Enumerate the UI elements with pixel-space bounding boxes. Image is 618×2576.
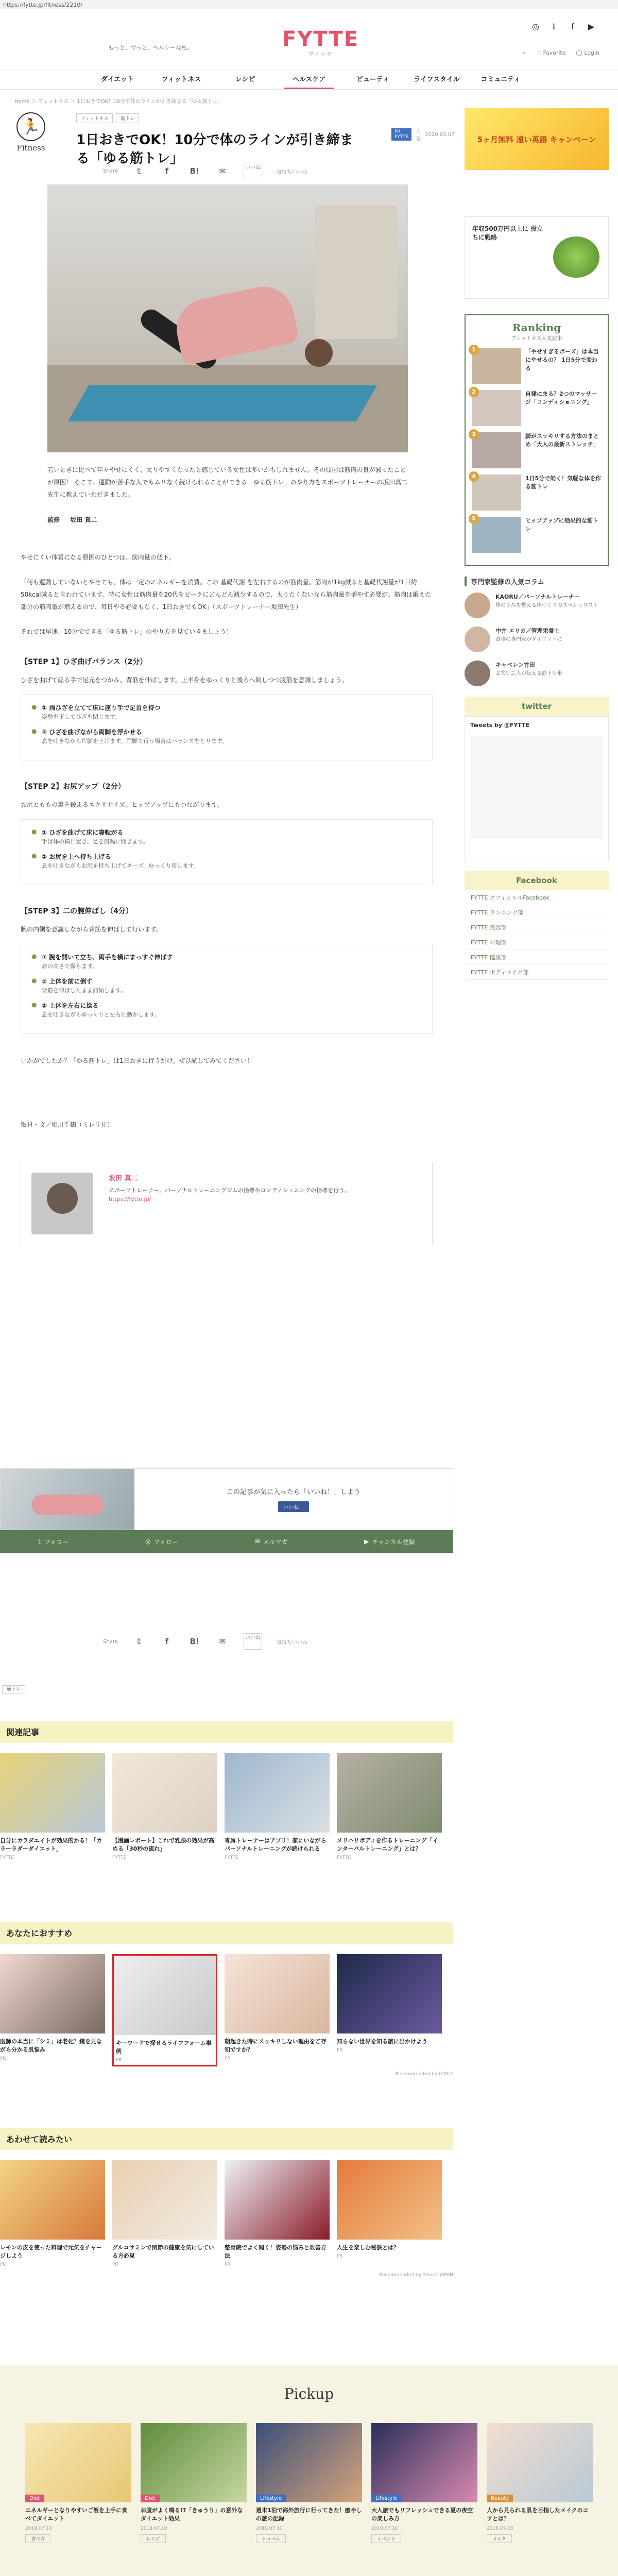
- hatena-share-icon[interactable]: B!: [190, 1637, 199, 1646]
- pickup-card[interactable]: Diet エネルギーとなりやすいご飯を上手に食べてダイエット 2019.07.10 食べ方: [25, 2423, 131, 2543]
- person-body: [171, 281, 300, 366]
- login-link[interactable]: ◯ Login: [576, 49, 599, 56]
- nav-beauty[interactable]: ビューティ: [356, 76, 389, 83]
- step3-list: [21, 944, 433, 1034]
- facebook-link[interactable]: FYTTE 料理部: [465, 935, 609, 950]
- line-share-icon[interactable]: ✉: [219, 166, 226, 176]
- follow-twitter[interactable]: 𝕥 フォロー: [38, 1538, 69, 1546]
- hatena-share-icon[interactable]: B!: [190, 166, 199, 176]
- step2-desc: お尻とももの裏を鍛えるエクササイズ。ヒップアップにもつながります。: [21, 801, 224, 808]
- recommend-card[interactable]: 医師の本当に「シミ」は老化？鏡を見ながら分かる肌悩み PR: [0, 1954, 105, 2066]
- related-card[interactable]: メリハリボディを作るトレーニング「インターバルトレーニング」とは？ FYTTE: [337, 1753, 442, 1860]
- article-tags: [76, 113, 139, 123]
- expert-item[interactable]: 中井 エリカ／管理栄養士 食事の専門家がダイエットに: [465, 626, 609, 652]
- related-card[interactable]: 専属トレーナーはアプリ！家にいながらパーソナルトレーニングが続けられる FYTTE: [225, 1753, 330, 1860]
- youtube-icon: ▶: [364, 1538, 369, 1545]
- also-cards: [0, 2160, 453, 2267]
- facebook-link[interactable]: FYTTE ランニング部: [465, 905, 609, 920]
- facebook-share-icon[interactable]: f: [165, 166, 169, 176]
- step3-desc: 腕の内側を意識しながら背筋を伸ばして行います。: [21, 926, 163, 933]
- author-box: [21, 1162, 433, 1245]
- facebook-link[interactable]: FYTTE オフィシャルFacebook: [465, 890, 609, 905]
- facebook-icon[interactable]: f: [571, 22, 574, 31]
- twitter-icon: 𝕥: [38, 1538, 41, 1545]
- experts-section: [465, 577, 609, 686]
- follow-bar: [0, 1530, 453, 1553]
- article-date: 2020.03.07: [425, 131, 455, 138]
- tag-bottom: [2, 1685, 25, 1692]
- facebook-title: Facebook: [465, 871, 609, 890]
- favorite-link[interactable]: ♡ Favorite: [536, 49, 566, 56]
- outro-text: いかがでしたか？「ゆる筋トレ」は1日おきに行うだけ。ぜひ試してみてください！: [21, 1057, 253, 1064]
- also-title: あわせて読みたい: [0, 2128, 453, 2150]
- search-icon[interactable]: ⌕: [523, 49, 526, 56]
- expert-item[interactable]: キャベレン竹田 お笑い芸人が伝える筋トレ術: [465, 660, 609, 686]
- author-photo: [31, 1173, 93, 1234]
- site-tagline: もっと、ずっと、ヘルシーな私。: [108, 44, 193, 51]
- recommend-card[interactable]: 知らない世界を知る旅に出かけよう PR: [337, 1954, 442, 2066]
- recommend-card[interactable]: キーワードで探せるライフフォーム事例 PR: [112, 1954, 217, 2066]
- pickup-card[interactable]: Beauty 人から見られる肌を目指したメイクのコツとは？ 2019.07.10 メイク: [487, 2423, 593, 2543]
- step3-item: ● ② 上体を前に倒す 背筋を伸ばしたまま前傾します。: [31, 977, 422, 996]
- sidebar: [465, 108, 609, 980]
- line-share-icon[interactable]: ✉: [219, 1637, 226, 1646]
- ranking-title: Ranking: [512, 321, 561, 334]
- author-link[interactable]: https://fytte.jp/: [109, 1196, 151, 1202]
- sidebar-ad-2[interactable]: 年収500万円以上に 役立ちに戦略: [465, 216, 609, 299]
- logo-text: FYTTE: [282, 27, 359, 51]
- like-banner-image: [1, 1469, 134, 1530]
- like-sub: 気持ちいいね: [276, 169, 307, 175]
- tag-fitness[interactable]: フィットネス: [76, 113, 113, 123]
- paragraph-3: それでは早速、10分でできる「ゆる筋トレ」のやり方を見ていきましょう！: [21, 628, 233, 635]
- intro-text: 若いときに比べて年々やせにくく、太りやすくなったと感じている女性は多いかもしれません。その原因は筋肉の量が減ったことが原因！ そこで、運動が苦手な人でもムリなく続けられることができる「ゆる筋トレ」のやり方をスポーツトレーナーの坂田真二先生に教えていただきました。: [47, 466, 408, 498]
- also-card[interactable]: レモンの皮を使った料理で元気をチャージしよう PR: [0, 2160, 105, 2267]
- pickup-card[interactable]: Lifestyle 週末1泊で海外旅行に行ってきた！癒やしの旅の記録 2019.07.10 トラベル: [256, 2423, 362, 2543]
- step1-item: ● ② ひざを曲げながら両脚を浮かせる 息を吐きながら片脚を上げます。両脚で行う場合はバランスをとります。: [31, 727, 422, 747]
- hero-image: [47, 184, 408, 452]
- category-logo: [10, 108, 52, 165]
- twitter-share-icon[interactable]: 𝕥: [137, 1637, 141, 1646]
- like-banner-button[interactable]: いいね！: [278, 1501, 309, 1512]
- main-area: [0, 108, 618, 2576]
- ranking-sub: フィットネス人気記事: [511, 336, 562, 342]
- main-nav: [0, 70, 618, 90]
- follow-instagram[interactable]: ◎ フォロー: [145, 1538, 178, 1546]
- instagram-icon: ◎: [145, 1538, 151, 1545]
- like-banner-text: この記事が気に入ったら「いいね！」しよう: [226, 1488, 360, 1496]
- pickup-card[interactable]: Diet お腹がよく鳴る!?「きゅうり」の意外なダイエット効果 2019.07.10 レシピ: [141, 2423, 247, 2543]
- step2-heading: 【STEP 2】お尻アップ（2分）: [21, 783, 125, 791]
- related-card[interactable]: 【漫画レポート】これで乳腺の効果が高める「30秒の流れ」 FYTTE: [112, 1753, 217, 1860]
- also-card[interactable]: 人生を楽しむ秘訣とは？ PR: [337, 2160, 442, 2267]
- ranking-item[interactable]: 5 ヒップアップに効果的な筋トレ: [472, 517, 602, 553]
- follow-mail[interactable]: ✉ メルマガ: [254, 1538, 288, 1546]
- nav-diet[interactable]: ダイエット: [101, 76, 134, 83]
- recommend-cards: [0, 1954, 453, 2066]
- step1-heading: 【STEP 1】ひざ曲げバランス（2分）: [21, 658, 147, 666]
- also-powered: Recommended by Yahoo! JAPAN: [379, 2273, 453, 2278]
- breadcrumb: Home ＞ フィットネス ＞ 1日おきでOK！10分で体のラインが引き締まる「ゆる筋トレ」: [14, 99, 223, 105]
- also-card[interactable]: グルコサミンで関節の健康を気にしている方必見 PR: [112, 2160, 217, 2267]
- recommend-section: [0, 1922, 453, 2077]
- step2-item: ● ② お尻を上へ持ち上げる 息を吐きながらお尻を持ち上げてキープ、ゆっくり戻します。: [31, 852, 422, 871]
- share-label: Share: [103, 1638, 118, 1645]
- person-head: [305, 339, 333, 367]
- site-header: [0, 9, 618, 70]
- credits: 取材・文／相川千鶴（ミレリ社）: [21, 1121, 114, 1128]
- step3-heading: 【STEP 3】二の腕伸ばし（4分）: [21, 907, 133, 916]
- facebook-share-icon[interactable]: f: [165, 1637, 169, 1646]
- author-name[interactable]: 坂田 真二: [109, 1175, 138, 1182]
- twitter-share-icon[interactable]: 𝕥: [137, 166, 141, 176]
- sidebar-ad[interactable]: 5ヶ月無料 遠い英語 キャンペーン: [465, 108, 609, 170]
- step1-list: [21, 694, 433, 760]
- related-cards: [0, 1753, 453, 1860]
- ranking-item[interactable]: 2 自律にまる？2つのマッサージ「コンディショニング」: [472, 390, 602, 426]
- related-title: 関連記事: [0, 1721, 453, 1743]
- recommend-powered: Recommended by LOGLY: [395, 2072, 453, 2077]
- instagram-icon[interactable]: ◎: [532, 22, 539, 31]
- supervisor-label: 監修: [47, 516, 60, 523]
- paragraph-1: やせにくい体質になる原因のひとつは、筋肉量の低下。: [21, 554, 175, 561]
- supervisor-name[interactable]: 坂田 真二: [70, 516, 97, 523]
- yoga-mat: [68, 385, 377, 421]
- supervisor-row: [47, 515, 97, 524]
- header-links: [523, 49, 599, 57]
- expert-item[interactable]: KAORU／パーソナルトレーナー 体の歪みを整える体づくりのスペシャリスト: [465, 592, 609, 618]
- ranking-item[interactable]: 4 1日5分で効く！気軽な体を作る筋トレ: [472, 474, 602, 511]
- step1-item: ● ① 両ひざを立てて床に座り手で足首を持つ 姿勢を正してひざを閉じます。: [31, 703, 422, 722]
- browser-url: https://fytte.jp/fitness/2210/: [0, 0, 618, 9]
- nav-fitness[interactable]: フィットネス: [161, 76, 201, 83]
- step3-item: ● ① 腕を開いて立ち、両手を横にまっすぐ伸ばす 肩の高さで保ちます。: [31, 953, 422, 972]
- pickup-card[interactable]: Lifestyle 大人旅でもリフレッシュできる夏の夜空の楽しみ方 2019.07.10 イベント: [371, 2423, 477, 2543]
- ranking-box: [465, 314, 609, 566]
- youtube-icon[interactable]: ▶: [588, 22, 595, 31]
- recommend-title: あなたにおすすめ: [0, 1922, 453, 1944]
- twitter-title: twitter: [465, 697, 609, 716]
- category-label: Fitness: [16, 143, 45, 152]
- twitter-widget: [465, 697, 609, 860]
- like-banner: [0, 1468, 453, 1530]
- follow-youtube[interactable]: ▶ チャンネル登録: [364, 1538, 415, 1546]
- article: [7, 108, 455, 1834]
- recommend-card[interactable]: 朝起きた時にスッキリしない理由をご存知ですか？ PR: [225, 1954, 330, 2066]
- mail-icon: ✉: [254, 1538, 260, 1545]
- pickup-cards: [21, 2423, 597, 2543]
- pickup-section: [0, 2365, 618, 2576]
- tag-strength[interactable]: 筋トレ: [116, 113, 139, 123]
- step1-desc: ひざを曲げて座る手で足元をつかみ、背筋を伸ばします。上半身をゆっくりと後ろへ倒しつつ腹筋を意識しましょう。: [21, 676, 348, 684]
- related-card[interactable]: 自分にカラダエイトが効果的かる！「カラーラダーダイエット」 FYTTE: [0, 1753, 105, 1860]
- like-button[interactable]: いいね: [244, 163, 262, 179]
- step3-item: ● ③ 上体を左右に捻る 息を吐きながらゆっくりと左右に動かします。: [31, 1001, 422, 1020]
- share-label: Share: [103, 168, 118, 174]
- also-section: [0, 2128, 453, 2278]
- facebook-widget: [465, 871, 609, 980]
- plant-icon: [553, 236, 599, 278]
- tag-strength-bottom[interactable]: 筋トレ: [2, 1685, 25, 1693]
- facebook-link[interactable]: FYTTE 美容部: [465, 920, 609, 935]
- ranking-item[interactable]: 3 脚がスッキリする方法のまとめ「大人の最新ストレッチ」: [472, 432, 602, 468]
- like-button[interactable]: いいね: [244, 1633, 262, 1650]
- logo-sub: フィッテ: [308, 52, 333, 57]
- pr-badge: PR FYTTE: [391, 128, 411, 141]
- article-meta: [391, 127, 454, 142]
- step2-list: [21, 819, 433, 885]
- social-icons: [529, 21, 597, 33]
- nav-lifestyle[interactable]: ライフスタイル: [414, 76, 460, 83]
- twitter-icon[interactable]: 𝕥: [552, 22, 556, 31]
- facebook-link[interactable]: FYTTE 健康部: [465, 950, 609, 965]
- sofa-shape: [315, 205, 398, 339]
- nav-recipe[interactable]: レシピ: [235, 76, 255, 83]
- paragraph-2: 「何も運動していないとやせても、体は一定のエネルギーを消費。この 基礎代謝 を左右するのが筋肉量。筋肉が1kg減ると基礎代謝量が1日約50kcal減ると言われています。特に女性は筋肉量を20代をピークにどんどん減少するので、太りたくないなら筋肉量を増やす必要が。筋肉は鍛えた部分の筋肉量が増えるので、毎日やる必要もなく、1日おきでもOK」（スポーツトレーナー坂田先生）: [21, 579, 432, 611]
- site-logo[interactable]: [282, 29, 359, 57]
- experts-title: 専門家監修の人気コラム: [465, 577, 609, 586]
- nav-healthcare[interactable]: ヘルスケア: [277, 70, 341, 89]
- twitter-sub[interactable]: Tweets by @FYTTE: [470, 722, 530, 728]
- step2-item: ● ① ひざを曲げて床に寝転がる 手は体の横に置き、足を肩幅に開きます。: [31, 828, 422, 847]
- article-title: 1日おきでOK！10分で体のラインが引き締まる「ゆる筋トレ」: [76, 132, 353, 166]
- like-sub: 気持ちいいね: [276, 1639, 307, 1646]
- nav-community[interactable]: コミュニティ: [480, 76, 521, 83]
- author-desc: スポーツトレーナー。パーソナルトレーニングジムの指導やコンディショニングの指導を行う。: [109, 1187, 351, 1194]
- views-badge: 人気: [416, 129, 421, 142]
- fitness-figure-icon: 🏃: [16, 112, 45, 141]
- article-body: [21, 551, 433, 1245]
- share-bar-top: [103, 163, 307, 179]
- facebook-link[interactable]: FYTTE ボディメイク部: [465, 965, 609, 980]
- also-card[interactable]: 整骨院でよく聞く！姿勢の悩みと改善方法 PR: [225, 2160, 330, 2267]
- share-bar-bottom: [103, 1633, 307, 1650]
- ranking-item[interactable]: 1 「やせすぎるポーズ」は本当にやせるの？ 1日5分で変わる: [472, 348, 602, 384]
- related-section: [0, 1721, 453, 1860]
- pickup-title: Pickup: [284, 2385, 334, 2402]
